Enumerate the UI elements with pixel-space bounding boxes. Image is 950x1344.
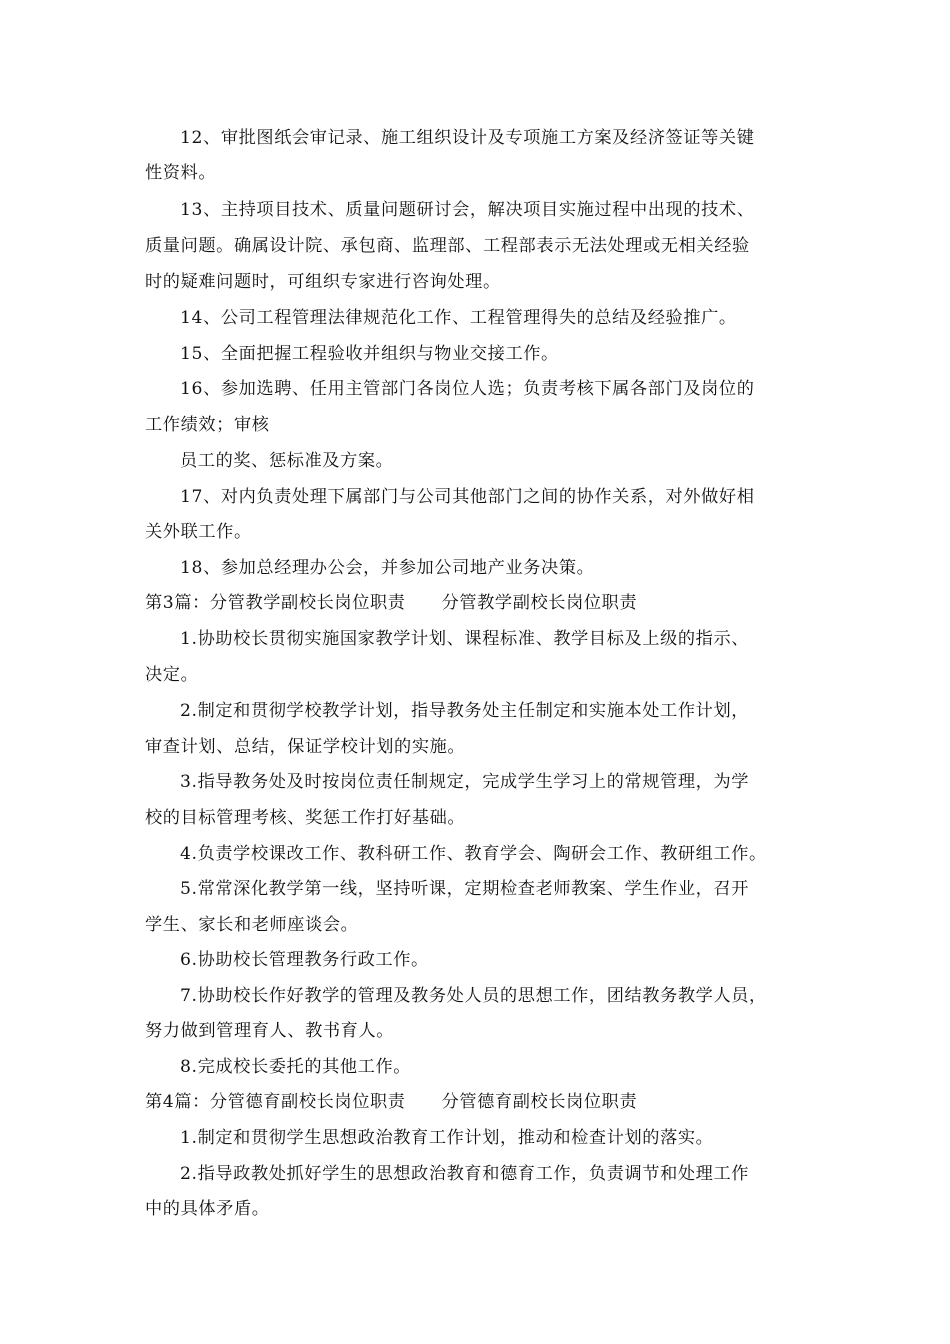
paragraph-line: 14、公司工程管理法律规范化工作、工程管理得失的总结及经验推广。 <box>180 308 737 328</box>
paragraph-line: 8.完成校长委托的其他工作。 <box>180 1057 412 1077</box>
paragraph-line: 2.指导政教处抓好学生的思想政治教育和德育工作，负责调节和处理工作 <box>180 1164 750 1184</box>
paragraph-line: 性资料。 <box>145 163 217 183</box>
paragraph-line: 关外联工作。 <box>145 522 252 542</box>
paragraph-line: 努力做到管理育人、教书育人。 <box>145 1021 395 1041</box>
paragraph-line: 1.协助校长贯彻实施国家教学计划、课程标准、教学目标及上级的指示、 <box>180 629 750 649</box>
paragraph-line: 15、全面把握工程验收并组织与物业交接工作。 <box>180 344 559 364</box>
paragraph-line: 1.制定和贯彻学生思想政治教育工作计划，推动和检查计划的落实。 <box>180 1128 714 1148</box>
paragraph-line: 决定。 <box>145 665 199 685</box>
paragraph-line: 18、参加总经理办公会，并参加公司地产业务决策。 <box>180 558 595 578</box>
paragraph-line: 3.指导教务处及时按岗位责任制规定，完成学生学习上的常规管理，为学 <box>180 772 750 792</box>
paragraph-line: 时的疑难问题时，可组织专家进行咨询处理。 <box>145 272 501 292</box>
paragraph-line: 16、参加选聘、任用主管部门各岗位人选；负责考核下属各部门及岗位的 <box>180 379 755 399</box>
heading-label: 第4篇：分管德育副校长岗位职责 <box>145 1092 406 1112</box>
paragraph-line: 校的目标管理考核、奖惩工作打好基础。 <box>145 808 466 828</box>
section-heading-4 <box>145 1090 810 1114</box>
heading-repeat: 分管教学副校长岗位职责 <box>441 593 638 613</box>
paragraph-line: 7.协助校长作好教学的管理及教务处人员的思想工作，团结教务教学人员， <box>180 986 767 1006</box>
heading-repeat: 分管德育副校长岗位职责 <box>441 1092 638 1112</box>
paragraph-line: 6.协助校长管理教务行政工作。 <box>180 950 429 970</box>
heading-label: 第3篇：分管教学副校长岗位职责 <box>145 593 406 613</box>
paragraph-line: 员工的奖、惩标准及方案。 <box>180 451 394 471</box>
section-heading-3 <box>145 591 810 615</box>
paragraph-line: 12、审批图纸会审记录、施工组织设计及专项施工方案及经济签证等关键 <box>180 128 755 148</box>
paragraph-line: 13、主持项目技术、质量问题研讨会，解决项目实施过程中出现的技术、 <box>180 200 755 220</box>
paragraph-line: 质量问题。确属设计院、承包商、监理部、工程部表示无法处理或无相关经验 <box>145 236 750 256</box>
paragraph-line: 2.制定和贯彻学校教学计划，指导教务处主任制定和实施本处工作计划， <box>180 701 750 721</box>
paragraph-line: 17、对内负责处理下属部门与公司其他部门之间的协作关系，对外做好相 <box>180 487 755 507</box>
paragraph-line: 工作绩效；审核 <box>145 415 270 435</box>
paragraph-line: 学生、家长和老师座谈会。 <box>145 915 359 935</box>
paragraph-line: 审查计划、总结，保证学校计划的实施。 <box>145 737 466 757</box>
paragraph-line: 5.常常深化教学第一线，坚持听课，定期检查老师教案、学生作业，召开 <box>180 879 750 899</box>
paragraph-line: 中的具体矛盾。 <box>145 1199 270 1219</box>
paragraph-line: 4.负责学校课改工作、教科研工作、教育学会、陶研会工作、教研组工作。 <box>180 844 767 864</box>
